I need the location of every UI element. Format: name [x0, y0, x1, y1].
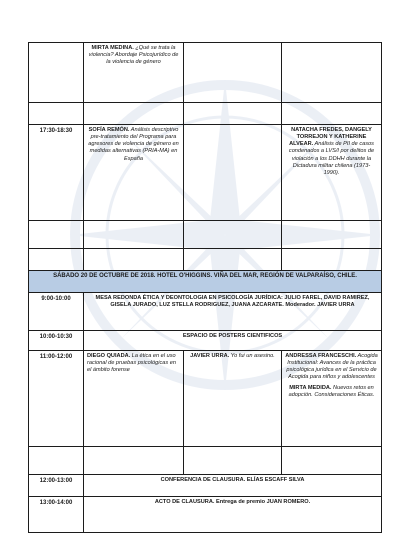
session-cell: [282, 125, 382, 221]
session-cell: [282, 351, 382, 447]
session-cell: [184, 125, 282, 221]
table-row: [29, 221, 382, 249]
table-row: [29, 293, 382, 331]
session-cell: [84, 43, 184, 103]
time-cell: 13:00-14:00: [29, 497, 84, 533]
time-cell: 10:00-10:30: [29, 331, 84, 351]
table-row: [29, 103, 382, 125]
speaker-name: SOFÍA REMÓN.: [88, 127, 130, 133]
table-row: [29, 475, 382, 497]
talk-title: Análisis de PII de casos condenados a LVS/I por delitos de violación a los DDHH durante la Dictadura militar chilena (1973-1990).: [288, 141, 375, 176]
speaker-name: MIRTA MEDIDA.: [289, 384, 332, 391]
talk-title: La ética en el uso racional de pruebas psicológicas en el ámbito forense: [87, 353, 176, 374]
table-row: [29, 249, 382, 271]
session-cell: [184, 43, 282, 103]
talk-title: ¿Qué se trata la violencia? Abordaje Psicojurídico de la violencia de género: [88, 45, 179, 66]
table-row: [29, 351, 382, 447]
session-cell: MESA REDONDA ÉTICA Y DEONTOLOGIA EN PSICOLOGÍA JURÍDICA: JULIO FAREL, DAVID RAMIREZ, GISELA JURADO, LUZ STELLA RODRIGUEZ, JUANA AZCARATE. Moderador. JAVIER URRA: [84, 293, 382, 331]
session-cell: CONFERENCIA DE CLAUSURA. ELÍAS ESCAFF SILVA: [84, 475, 382, 497]
day-header: SÁBADO 20 DE OCTUBRE DE 2018. HOTEL O'HIGGINS. VIÑA DEL MAR, REGIÓN DE VALPARAÍSO, CHILE.: [29, 271, 382, 293]
talk-title: Nuevos retos en adopción. Consideraciones Éticas.: [288, 384, 375, 398]
speaker-name: NATACHA FREDES, DANGELY TORREJON Y KATHERINE ALVEAR.: [289, 127, 372, 148]
talk-title: Acogida Institucional: Avances de la práctica psicológica jurídica en el Servicio de Acogida para niños y adolescentes: [286, 353, 378, 381]
session-cell: ESPACIO DE POSTERS CIENTIFICOS: [84, 331, 382, 351]
session-cell: [184, 351, 282, 447]
time-cell: 9:00-10:00: [29, 293, 84, 331]
speaker-name: MIRTA MEDINA.: [91, 45, 134, 51]
time-cell: [29, 43, 84, 103]
day-header-row: [29, 271, 382, 293]
table-row: [29, 447, 382, 475]
session-cell: [84, 351, 184, 447]
table-row: [29, 497, 382, 533]
talk-title: Yo fui un asesino.: [229, 353, 275, 359]
session-cell: ACTO DE CLAUSURA. Entrega de premio JUAN ROMERO.: [84, 497, 382, 533]
session-cell: [282, 43, 382, 103]
table-row: [29, 331, 382, 351]
time-cell: 11:00-12:00: [29, 351, 84, 447]
session-cell: [84, 125, 184, 221]
speaker-name: JAVIER URRA.: [190, 353, 230, 359]
schedule-table: [28, 42, 382, 533]
time-cell: 17:30-18:30: [29, 125, 84, 221]
speaker-name: DIEGO QUIADA.: [87, 353, 131, 359]
speaker-name: ANDRESSA FRANCESCHI.: [285, 353, 357, 359]
talk-title: Análisis descriptivo pre-tratamiento del Programa para agresores de violencia de género en medidas alternativas (PRIA-MA) en España: [88, 127, 179, 162]
table-row: [29, 43, 382, 103]
table-row: [29, 125, 382, 221]
time-cell: 12:00-13:00: [29, 475, 84, 497]
